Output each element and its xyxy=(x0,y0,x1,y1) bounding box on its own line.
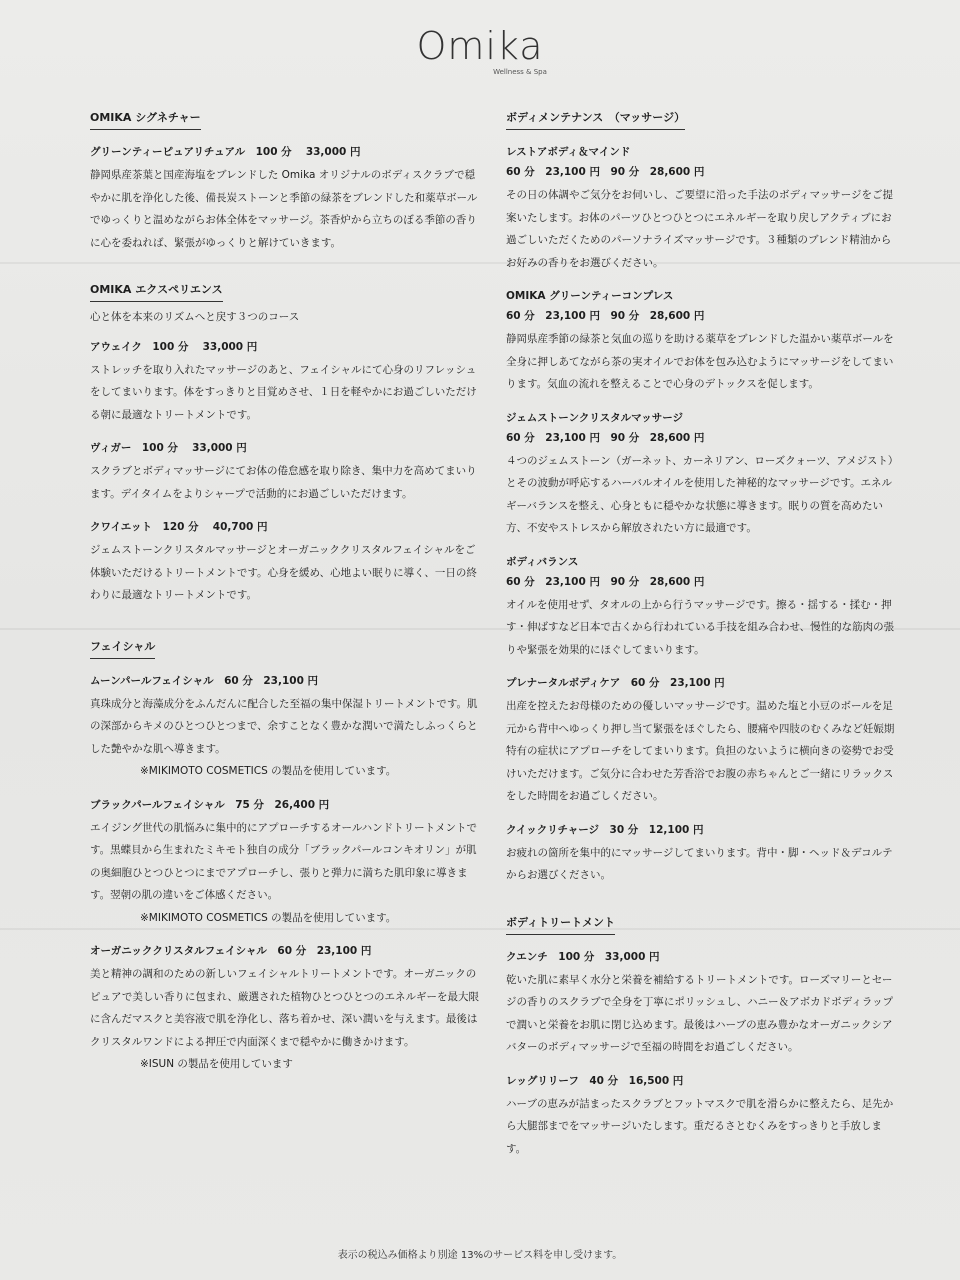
menu-item xyxy=(506,675,898,808)
item-heading: クイックリチャージ 30 分 12,100 円 xyxy=(506,823,704,836)
item-description: 静岡県産季節の緑茶と気血の巡りを助ける薬草をブレンドした温かい薬草ボールを全身に押しあてながら茶の実オイルでお体を包み込むようにマッサージをしてまいります。気血の流れを整えることで心身のデトックスを促します。 xyxy=(506,333,894,390)
item-description: エイジング世代の肌悩みに集中的にアプローチするオールハンドトリートメントです。黒蝶貝から生まれたミキモト独自の成分「ブラックパールコンキオリン」が肌の奥細胞ひとつひとつにまでアプローチし、張りと弾力に満ちた肌印象に導きます。翌朝の肌の違いをご体感ください。 xyxy=(90,821,477,901)
section-title: ボディメンテナンス （マッサージ） xyxy=(506,111,685,130)
item-description: スクラブとボディマッサージにてお体の倦怠感を取り除き、集中力を高めてまいります。デイタイムをよりシャープで活動的にお過ごしいただけます。 xyxy=(90,465,477,500)
item-heading: ボディバランス xyxy=(506,555,579,568)
section-title: フェイシャル xyxy=(90,640,155,659)
brand-logo: Omika xyxy=(416,24,544,68)
item-heading: ヴィガー 100 分 33,000 円 xyxy=(90,442,247,454)
item-heading: プレナータルボディケア 60 分 23,100 円 xyxy=(506,677,725,689)
item-description: 出産を控えたお母様のための優しいマッサージです。温めた塩と小豆のボールを足元から背中へゆっくり押し当て緊張をほぐしたら、腰痛や四肢のむくみなど妊娠期特有の症状にアプローチをしてまいります。負担のないように横向きの姿勢でお受けいただけます。ご気分に合わせた芳香浴でお腹の赤ちゃんとご一緒にリラックスをした時間をお過ごしください。 xyxy=(506,700,895,802)
section-facial xyxy=(90,635,480,1076)
section-body-treatment xyxy=(506,911,898,1161)
menu-item xyxy=(90,144,480,254)
section-title: ボディトリートメント xyxy=(506,916,615,935)
menu-item xyxy=(90,943,480,1076)
right-column xyxy=(506,106,898,1174)
item-heading: オーガニッククリスタルフェイシャル 60 分 23,100 円 xyxy=(90,945,372,957)
item-price: 60 分 23,100 円 90 分 28,600 円 xyxy=(506,166,705,178)
menu-item xyxy=(506,144,898,274)
menu-item xyxy=(90,440,480,505)
menu-item xyxy=(506,949,898,1059)
item-price: 60 分 23,100 円 90 分 28,600 円 xyxy=(506,575,705,588)
product-note: ※MIKIMOTO COSMETICS の製品を使用しています。 xyxy=(140,765,397,777)
item-description: お疲れの箇所を集中的にマッサージしてまいります。背中・脚・ヘッド＆デコルテからお選びください。 xyxy=(506,846,893,881)
menu-item xyxy=(506,410,898,540)
item-description: 美と精神の調和のための新しいフェイシャルトリートメントです。オーガニックのピュアで美しい香りに包まれ、厳選された植物ひとつひとつのエネルギーを最大限に含んだマスクと美容液で肌を浄化し、落ち着かせ、深い潤いを与えます。最後はクリスタルワンドによる押圧で内面深くまで穏やかに働きかけます。 xyxy=(90,968,480,1048)
menu-item xyxy=(506,1073,898,1161)
item-heading: ムーンパールフェイシャル 60 分 23,100 円 xyxy=(90,674,319,687)
section-signature xyxy=(90,106,480,254)
item-description: その日の体調やご気分をお伺いし、ご要望に沿った手法のボディマッサージをご提案いたします。お体のパーツひとつひとつにエネルギーを取り戻しアクティブにお過ごしいただくためのパーソナライズマッサージです。３種類のブレンド精油からお好みの香りをお選びください。 xyxy=(506,189,894,269)
product-note: ※MIKIMOTO COSMETICS の製品を使用しています。 xyxy=(140,911,397,924)
brand-subtitle: Wellness & Spa xyxy=(493,68,547,76)
menu-item xyxy=(90,797,480,930)
section-body-maintenance xyxy=(506,106,898,887)
menu-item xyxy=(506,554,898,662)
product-note: ※ISUN の製品を使用しています xyxy=(140,1058,293,1070)
left-column xyxy=(90,106,480,1090)
section-title: OMIKA エクスペリエンス xyxy=(90,283,223,302)
section-intro: 心と体を本来のリズムへと戻す３つのコース xyxy=(90,311,300,323)
item-description: ４つのジェムストーン（ガーネット、カーネリアン、ローズクォーツ、アメジスト）とその波動が呼応するハーバルオイルを使用した神秘的なマッサージです。エネルギーバランスを整え、心身ともに穏やかな状態に導きます。眠りの質を高めたい方、不安やストレスから解放されたい方に最適です。 xyxy=(506,454,894,534)
item-heading: レストアボディ＆マインド xyxy=(506,146,631,158)
menu-item xyxy=(90,673,480,783)
item-heading: クエンチ 100 分 33,000 円 xyxy=(506,950,660,963)
menu-item xyxy=(506,288,898,396)
item-description: ストレッチを取り入れたマッサージのあと、フェイシャルにて心身のリフレッシュをしてまいります。体をすっきりと目覚めさせ、１日を軽やかにお過ごしいただける朝に最適なトリートメントです。 xyxy=(90,363,477,421)
item-price: 60 分 23,100 円 90 分 28,600 円 xyxy=(506,310,705,322)
item-heading: レッグリリーフ 40 分 16,500 円 xyxy=(506,1074,684,1087)
item-heading: ブラックパールフェイシャル 75 分 26,400 円 xyxy=(90,798,330,811)
item-description: 乾いた肌に素早く水分と栄養を補給するトリートメントです。ローズマリーとセージの香りのスクラブで全身を丁寧にポリッシュし、ハニー＆アボカドボディラップで潤いと栄養をお肌に閉じ込めます。最後はハーブの恵み豊かなオーガニックシアバターのボディマッサージで至福の時間をお過ごしください。 xyxy=(506,973,894,1053)
menu-item xyxy=(506,822,898,887)
item-description: 静岡県産茶葉と国産海塩をブレンドした Omika オリジナルのボディスクラブで穏やかに肌を浄化した後、備長炭ストーンと季節の緑茶をブレンドした和薬草ボールでゆっくりと温めながらお体全体をマッサージ。茶香炉から立ちのぼる季節の香りに心を委ねれば、緊張がゆっくりと解けていきます。 xyxy=(90,169,478,249)
item-heading: アウェイク 100 分 33,000 円 xyxy=(90,340,258,353)
item-description: ハーブの恵みが詰まったスクラブとフットマスクで肌を滑らかに整えたら、足先から大腿部までをマッサージいたします。重だるさとむくみをすっきりと手放します。 xyxy=(506,1097,894,1155)
item-heading: OMIKA グリーンティーコンプレス xyxy=(506,290,674,302)
item-description: 真珠成分と海藻成分をふんだんに配合した至福の集中保湿トリートメントです。肌の深部からキメのひとつひとつまで、余すことなく豊かな潤いで満たしふっくらとした艶やかな肌へ導きます。 xyxy=(90,697,478,755)
item-heading: ジェムストーンクリスタルマッサージ xyxy=(506,411,684,424)
menu-item xyxy=(90,339,480,427)
item-heading: クワイエット 120 分 40,700 円 xyxy=(90,521,268,533)
section-title: OMIKA シグネチャー xyxy=(90,111,201,130)
item-description: オイルを使用せず、タオルの上から行うマッサージです。擦る・揺する・揉む・押す・伸ばすなど日本で古くから行われている手技を組み合わせ、慢性的な筋肉の張りや緊張を効果的にほぐしてまいります。 xyxy=(506,598,895,656)
brand-header xyxy=(0,22,960,76)
item-heading: グリーンティーピュアリチュアル 100 分 33,000 円 xyxy=(90,146,361,158)
service-charge-note: 表示の税込み価格より別途 13%のサービス料を申し受けます。 xyxy=(337,1250,623,1261)
item-price: 60 分 23,100 円 90 分 28,600 円 xyxy=(506,431,705,444)
section-experience xyxy=(90,278,480,607)
menu-item xyxy=(90,519,480,607)
item-description: ジェムストーンクリスタルマッサージとオーガニッククリスタルフェイシャルをご体験いただけるトリートメントです。心身を緩め、心地よい眠りに導く、一日の終わりに最適なトリートメントです。 xyxy=(90,544,477,601)
